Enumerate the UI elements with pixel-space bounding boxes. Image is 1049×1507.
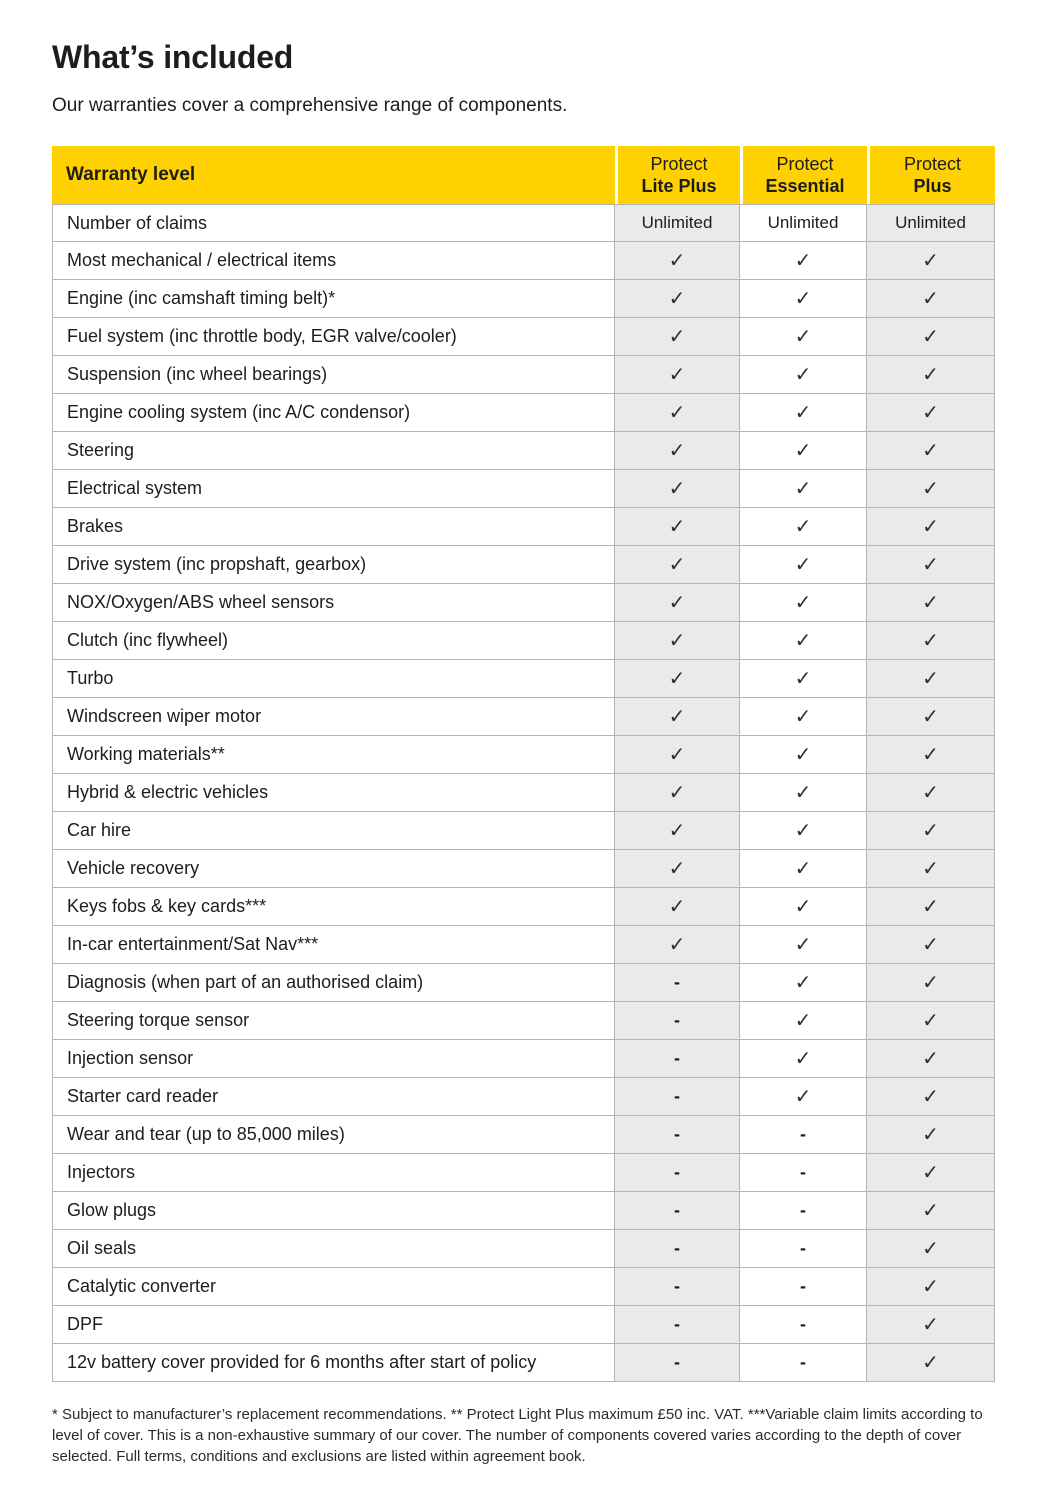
row-label: NOX/Oxygen/ABS wheel sensors xyxy=(52,584,615,622)
check-icon: ✓ xyxy=(867,356,995,394)
check-icon: ✓ xyxy=(740,280,867,318)
table-row xyxy=(52,546,995,584)
check-icon: ✓ xyxy=(740,584,867,622)
check-icon: ✓ xyxy=(867,926,995,964)
row-label: Engine cooling system (inc A/C condensor) xyxy=(52,394,615,432)
check-icon: ✓ xyxy=(615,850,740,888)
check-icon: ✓ xyxy=(740,508,867,546)
check-icon: ✓ xyxy=(615,698,740,736)
check-icon: ✓ xyxy=(615,888,740,926)
table-row xyxy=(52,1154,995,1192)
check-icon: ✓ xyxy=(740,888,867,926)
table-row xyxy=(52,1040,995,1078)
dash-icon: - xyxy=(615,1268,740,1306)
check-icon: ✓ xyxy=(867,736,995,774)
check-icon: ✓ xyxy=(740,356,867,394)
row-label: Windscreen wiper motor xyxy=(52,698,615,736)
check-icon: ✓ xyxy=(615,774,740,812)
check-icon: ✓ xyxy=(867,242,995,280)
plan-brand-label: Protect xyxy=(903,154,962,175)
row-label: Fuel system (inc throttle body, EGR valve/cooler) xyxy=(52,318,615,356)
check-icon: ✓ xyxy=(867,1268,995,1306)
table-row xyxy=(52,698,995,736)
check-icon: ✓ xyxy=(615,926,740,964)
check-icon: ✓ xyxy=(867,1154,995,1192)
row-label: DPF xyxy=(52,1306,615,1344)
dash-icon: - xyxy=(740,1230,867,1268)
dash-icon: - xyxy=(740,1154,867,1192)
row-label: Number of claims xyxy=(52,204,615,242)
row-label: Drive system (inc propshaft, gearbox) xyxy=(52,546,615,584)
check-icon: ✓ xyxy=(615,660,740,698)
check-icon: ✓ xyxy=(867,698,995,736)
check-icon: ✓ xyxy=(740,432,867,470)
dash-icon: - xyxy=(615,964,740,1002)
plan-brand-label: Protect xyxy=(650,154,708,175)
row-label: Suspension (inc wheel bearings) xyxy=(52,356,615,394)
table-header xyxy=(52,146,995,204)
plan-brand-label: Protect xyxy=(776,154,834,175)
check-icon: ✓ xyxy=(867,546,995,584)
check-icon: ✓ xyxy=(867,964,995,1002)
table-row xyxy=(52,584,995,622)
check-icon: ✓ xyxy=(867,812,995,850)
check-icon: ✓ xyxy=(867,1230,995,1268)
page-title: What’s included xyxy=(52,39,294,75)
check-icon: ✓ xyxy=(740,774,867,812)
row-label: Brakes xyxy=(52,508,615,546)
check-icon: ✓ xyxy=(740,546,867,584)
dash-icon: - xyxy=(615,1344,740,1382)
check-icon: ✓ xyxy=(867,280,995,318)
row-label: Engine (inc camshaft timing belt)* xyxy=(52,280,615,318)
table-row xyxy=(52,926,995,964)
table-row xyxy=(52,1306,995,1344)
row-label: Steering torque sensor xyxy=(52,1002,615,1040)
coverage-value: Unlimited xyxy=(740,204,867,242)
header-row xyxy=(52,146,995,204)
check-icon: ✓ xyxy=(867,1002,995,1040)
check-icon: ✓ xyxy=(615,432,740,470)
table-row xyxy=(52,1192,995,1230)
check-icon: ✓ xyxy=(740,812,867,850)
dash-icon: - xyxy=(615,1040,740,1078)
table-row xyxy=(52,242,995,280)
table-row xyxy=(52,318,995,356)
table-row xyxy=(52,888,995,926)
row-label: Glow plugs xyxy=(52,1192,615,1230)
check-icon: ✓ xyxy=(740,470,867,508)
dash-icon: - xyxy=(615,1116,740,1154)
table-row xyxy=(52,1116,995,1154)
table-row xyxy=(52,812,995,850)
table-row xyxy=(52,964,995,1002)
row-label: Most mechanical / electrical items xyxy=(52,242,615,280)
dash-icon: - xyxy=(615,1192,740,1230)
table-row xyxy=(52,1078,995,1116)
check-icon: ✓ xyxy=(867,584,995,622)
check-icon: ✓ xyxy=(740,660,867,698)
dash-icon: - xyxy=(615,1154,740,1192)
check-icon: ✓ xyxy=(867,470,995,508)
check-icon: ✓ xyxy=(867,508,995,546)
row-label: Injection sensor xyxy=(52,1040,615,1078)
row-label: Clutch (inc flywheel) xyxy=(52,622,615,660)
table-row xyxy=(52,280,995,318)
row-label: Working materials** xyxy=(52,736,615,774)
warranty-table-body xyxy=(52,204,995,1382)
check-icon: ✓ xyxy=(740,242,867,280)
check-icon: ✓ xyxy=(867,394,995,432)
check-icon: ✓ xyxy=(867,1116,995,1154)
check-icon: ✓ xyxy=(615,318,740,356)
table-row xyxy=(52,1268,995,1306)
column-header-protect-plus xyxy=(867,146,995,204)
row-label: Starter card reader xyxy=(52,1078,615,1116)
row-label: Electrical system xyxy=(52,470,615,508)
check-icon: ✓ xyxy=(867,622,995,660)
table-row xyxy=(52,394,995,432)
check-icon: ✓ xyxy=(867,850,995,888)
column-header-protect-lite-plus xyxy=(615,146,740,204)
check-icon: ✓ xyxy=(615,812,740,850)
check-icon: ✓ xyxy=(867,660,995,698)
row-label: Diagnosis (when part of an authorised claim) xyxy=(52,964,615,1002)
table-row xyxy=(52,356,995,394)
page-subtitle: Our warranties cover a comprehensive range of components. xyxy=(52,95,568,117)
check-icon: ✓ xyxy=(867,1078,995,1116)
dash-icon: - xyxy=(615,1306,740,1344)
row-label: Wear and tear (up to 85,000 miles) xyxy=(52,1116,615,1154)
footnote: * Subject to manufacturer’s replacement recommendations. ** Protect Light Plus maximum £50 inc. VAT. ***Variable claim limits according to level of cover. This is a non-exhaustive summary of our cover. The number of components covered varies according to the depth of cover selected. Full terms, conditions and exclusions are listed within agreement book. xyxy=(52,1406,983,1466)
check-icon: ✓ xyxy=(740,1040,867,1078)
table-row xyxy=(52,1344,995,1382)
table-row xyxy=(52,470,995,508)
check-icon: ✓ xyxy=(615,356,740,394)
check-icon: ✓ xyxy=(740,318,867,356)
table-row xyxy=(52,1230,995,1268)
dash-icon: - xyxy=(615,1002,740,1040)
row-label: Car hire xyxy=(52,812,615,850)
coverage-value: Unlimited xyxy=(867,204,995,242)
table-row xyxy=(52,660,995,698)
dash-icon: - xyxy=(615,1230,740,1268)
plan-name-label: Lite Plus xyxy=(641,176,717,197)
row-label: Oil seals xyxy=(52,1230,615,1268)
table-row xyxy=(52,1002,995,1040)
row-label: Steering xyxy=(52,432,615,470)
column-header-warranty-level: Warranty level xyxy=(52,146,615,204)
check-icon: ✓ xyxy=(615,584,740,622)
row-label: 12v battery cover provided for 6 months after start of policy xyxy=(52,1344,615,1382)
plan-name-label: Plus xyxy=(913,176,952,197)
check-icon: ✓ xyxy=(740,394,867,432)
check-icon: ✓ xyxy=(615,736,740,774)
check-icon: ✓ xyxy=(615,622,740,660)
check-icon: ✓ xyxy=(615,470,740,508)
check-icon: ✓ xyxy=(867,888,995,926)
dash-icon: - xyxy=(740,1306,867,1344)
check-icon: ✓ xyxy=(615,546,740,584)
coverage-value: Unlimited xyxy=(615,204,740,242)
check-icon: ✓ xyxy=(615,508,740,546)
dash-icon: - xyxy=(740,1268,867,1306)
table-row xyxy=(52,774,995,812)
row-label: Catalytic converter xyxy=(52,1268,615,1306)
table-row xyxy=(52,736,995,774)
check-icon: ✓ xyxy=(615,394,740,432)
check-icon: ✓ xyxy=(867,1344,995,1382)
dash-icon: - xyxy=(615,1078,740,1116)
check-icon: ✓ xyxy=(615,242,740,280)
check-icon: ✓ xyxy=(740,1002,867,1040)
row-label: Injectors xyxy=(52,1154,615,1192)
dash-icon: - xyxy=(740,1344,867,1382)
check-icon: ✓ xyxy=(740,850,867,888)
check-icon: ✓ xyxy=(740,736,867,774)
table-row xyxy=(52,204,995,242)
plan-name-label: Essential xyxy=(765,176,845,197)
check-icon: ✓ xyxy=(740,964,867,1002)
table-row xyxy=(52,850,995,888)
check-icon: ✓ xyxy=(740,698,867,736)
check-icon: ✓ xyxy=(867,1306,995,1344)
check-icon: ✓ xyxy=(867,1192,995,1230)
row-label: In-car entertainment/Sat Nav*** xyxy=(52,926,615,964)
check-icon: ✓ xyxy=(740,622,867,660)
table-row xyxy=(52,432,995,470)
row-label: Vehicle recovery xyxy=(52,850,615,888)
dash-icon: - xyxy=(740,1192,867,1230)
check-icon: ✓ xyxy=(740,1078,867,1116)
row-label: Hybrid & electric vehicles xyxy=(52,774,615,812)
table-row xyxy=(52,622,995,660)
table-row xyxy=(52,508,995,546)
warranty-comparison-table xyxy=(52,146,995,1382)
row-label: Keys fobs & key cards*** xyxy=(52,888,615,926)
check-icon: ✓ xyxy=(867,432,995,470)
column-header-protect-essential xyxy=(740,146,867,204)
check-icon: ✓ xyxy=(615,280,740,318)
check-icon: ✓ xyxy=(867,318,995,356)
check-icon: ✓ xyxy=(867,1040,995,1078)
check-icon: ✓ xyxy=(867,774,995,812)
row-label: Turbo xyxy=(52,660,615,698)
dash-icon: - xyxy=(740,1116,867,1154)
check-icon: ✓ xyxy=(740,926,867,964)
